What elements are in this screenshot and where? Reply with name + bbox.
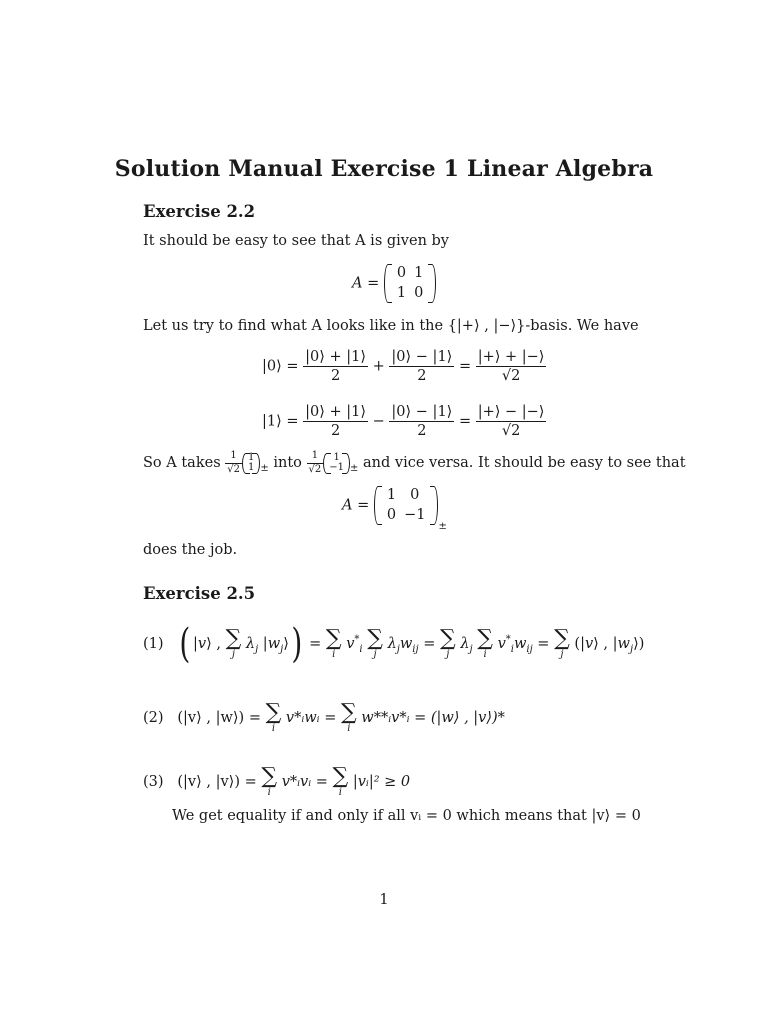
takes-middle: into bbox=[273, 455, 302, 471]
ket0-lhs: |0⟩ = bbox=[262, 358, 299, 375]
matrix-cell: −1 bbox=[404, 506, 426, 523]
sum-symbol: ∑ j bbox=[554, 626, 570, 660]
sum-symbol: ∑ i bbox=[261, 764, 278, 798]
denominator: √2 bbox=[501, 423, 521, 440]
denominator: 2 bbox=[417, 368, 427, 385]
ket1-equation bbox=[262, 403, 546, 440]
denominator: 2 bbox=[330, 423, 341, 440]
operator: = bbox=[458, 358, 472, 375]
matrix-cell: 0 bbox=[410, 487, 420, 503]
basis-text: Let us try to find what A looks like in the {|+⟩ , |−⟩}-basis. We have bbox=[143, 318, 639, 334]
item-3-lhs: (|v⟩ , |v⟩) = bbox=[177, 774, 257, 790]
vector-cell: 1 bbox=[247, 462, 255, 473]
sum-symbol: ∑ j bbox=[367, 626, 383, 660]
operator: = bbox=[458, 413, 472, 430]
vector-cell: 1 bbox=[333, 451, 340, 463]
numerator: |0⟩ − |1⟩ bbox=[389, 403, 454, 422]
equality-text: We get equality if and only if all vᵢ = 0 which means that |v⟩ = 0 bbox=[172, 808, 641, 824]
pm-subscript: ± bbox=[350, 462, 359, 474]
sum-symbol: ∑ i bbox=[325, 626, 342, 660]
denominator: 2 bbox=[417, 423, 427, 440]
sum-symbol: ∑ j bbox=[225, 626, 242, 660]
matrix-a-label: A = bbox=[352, 275, 380, 292]
matrix-cell: 0 bbox=[386, 506, 397, 523]
exercise-2-5-heading: Exercise 2.5 bbox=[143, 584, 256, 603]
does-the-job: does the job. bbox=[143, 542, 238, 558]
sum-symbol: ∑ i bbox=[332, 764, 349, 798]
item-2-label: (2) bbox=[143, 710, 164, 726]
vector-cell: 1 bbox=[247, 451, 255, 463]
matrix-cell: 1 bbox=[396, 284, 407, 301]
fraction bbox=[476, 403, 547, 440]
item-3-term2: |vᵢ|² ≥ 0 bbox=[352, 774, 411, 790]
vector-one-minus-one bbox=[323, 453, 350, 474]
takes-line bbox=[143, 450, 686, 476]
fraction bbox=[476, 348, 547, 385]
fraction bbox=[303, 403, 368, 440]
ket0-equation bbox=[262, 348, 546, 385]
small-fraction bbox=[307, 450, 324, 476]
item-2-equation bbox=[143, 702, 505, 734]
big-right-paren: ) bbox=[291, 621, 303, 667]
matrix-a2-label: A = bbox=[342, 497, 370, 514]
numerator: |+⟩ + |−⟩ bbox=[476, 348, 547, 367]
takes-suffix: and vice versa. It should be easy to see that bbox=[363, 455, 686, 471]
big-left-paren: ( bbox=[179, 621, 191, 667]
numerator: |0⟩ + |1⟩ bbox=[303, 403, 368, 422]
matrix-a bbox=[384, 264, 436, 303]
numerator: |+⟩ − |−⟩ bbox=[476, 403, 547, 422]
operator: + bbox=[372, 358, 385, 375]
pm-subscript: ± bbox=[438, 521, 447, 533]
item-2-term1: v*ᵢwᵢ = bbox=[285, 710, 337, 726]
item-1-equation: (1) ( |v⟩ , ∑ j $\lambda_j$ $|w_j⟩$) = ∑ i $v^*_i$ ∑ j $\lambda_jw_{ij}$ = ∑ j $\lambda_j$ ∑ i $v^*_iw_{ij}$ = ∑ j (|v⟩ , $|w_j⟩$) bbox=[143, 621, 645, 667]
page-title: Solution Manual Exercise 1 Linear Algebra bbox=[114, 156, 654, 182]
denominator: 2 bbox=[330, 368, 341, 385]
exercise-2-2-intro: It should be easy to see that A is given by bbox=[143, 233, 449, 249]
denominator: √2 bbox=[227, 463, 240, 475]
item-3-label: (3) bbox=[143, 774, 164, 790]
fraction bbox=[303, 348, 368, 385]
matrix-cell: 0 bbox=[414, 284, 424, 301]
denominator: √2 bbox=[308, 463, 322, 475]
matrix-cell: 0 bbox=[396, 265, 407, 281]
matrix-a-pm-equation bbox=[342, 486, 447, 533]
page-number: 1 bbox=[379, 892, 389, 908]
item-2-term2: w**ᵢv*ᵢ = (|w⟩ , |v⟩)* bbox=[361, 710, 505, 726]
small-fraction bbox=[225, 450, 242, 476]
sum-symbol: ∑ i bbox=[265, 700, 282, 734]
numerator: |0⟩ + |1⟩ bbox=[303, 348, 368, 367]
pm-subscript: ± bbox=[260, 462, 269, 474]
numerator: 1 bbox=[225, 450, 242, 464]
fraction bbox=[389, 403, 454, 440]
ket1-lhs: |1⟩ = bbox=[262, 413, 299, 430]
vector-cell: −1 bbox=[329, 462, 344, 473]
denominator: √2 bbox=[501, 368, 521, 385]
vector-one-one bbox=[242, 453, 260, 474]
takes-prefix: So A takes bbox=[143, 455, 221, 471]
matrix-cell: 1 bbox=[386, 487, 397, 503]
numerator: |0⟩ − |1⟩ bbox=[389, 348, 454, 367]
sum-symbol: ∑ j bbox=[439, 626, 456, 660]
matrix-cell: 1 bbox=[414, 265, 424, 281]
item-2-lhs: (|v⟩ , |w⟩) = bbox=[177, 710, 261, 726]
numerator: 1 bbox=[307, 450, 324, 464]
exercise-2-2-heading: Exercise 2.2 bbox=[143, 202, 256, 221]
item-3-term1: v*ᵢvᵢ = bbox=[281, 774, 328, 790]
operator: − bbox=[372, 413, 385, 430]
sum-symbol: ∑ i bbox=[340, 700, 357, 734]
matrix-a-pm bbox=[374, 486, 439, 525]
fraction bbox=[389, 348, 454, 385]
item-3-equation bbox=[143, 766, 410, 798]
item-1-label: (1) bbox=[143, 636, 164, 652]
sum-symbol: ∑ i bbox=[477, 626, 493, 660]
matrix-a-equation bbox=[352, 264, 436, 303]
